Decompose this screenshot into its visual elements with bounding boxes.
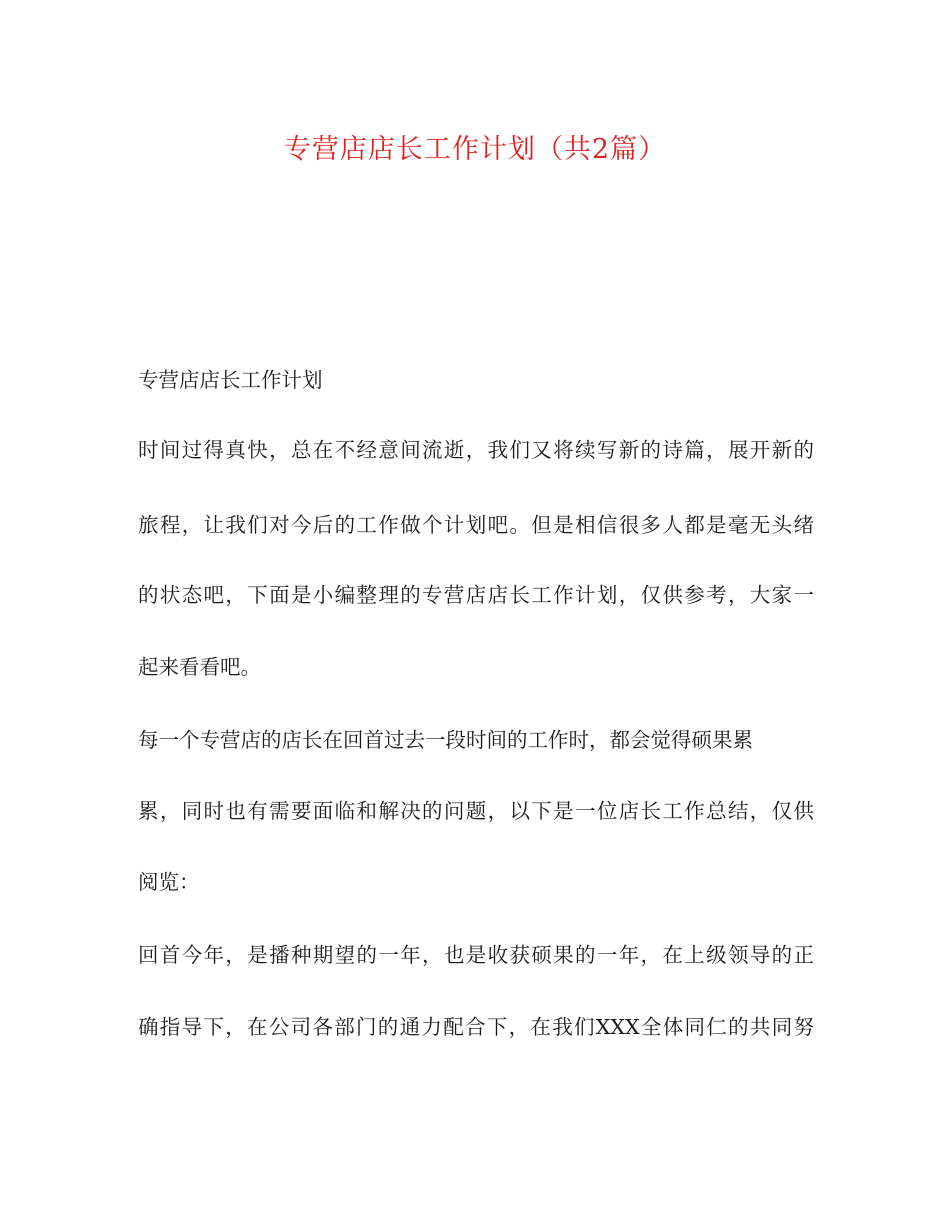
- paragraph-line: 时间过得真快，总在不经意间流逝，我们又将续写新的诗篇，展开新的: [138, 438, 814, 462]
- paragraph-line: 回首今年，是播种期望的一年，也是收获硕果的一年，在上级领导的正: [138, 943, 814, 967]
- paragraph-line: 阅览：: [138, 870, 200, 894]
- paragraph-line: 确指导下，在公司各部门的通力配合下，在我们XXX全体同仁的共同努: [138, 1015, 814, 1039]
- section-heading: 专营店店长工作计划: [138, 368, 323, 392]
- paragraph-line: 旅程，让我们对今后的工作做个计划吧。但是相信很多人都是毫无头绪: [138, 513, 814, 537]
- document-title: 专营店店长工作计划（共2篇）: [283, 134, 667, 165]
- paragraph-line: 的状态吧，下面是小编整理的专营店店长工作计划，仅供参考，大家一: [138, 583, 814, 607]
- paragraph-line: 累，同时也有需要面临和解决的问题，以下是一位店长工作总结，仅供: [138, 799, 814, 823]
- paragraph-line: 起来看看吧。: [138, 655, 261, 679]
- paragraph-line: 每一个专营店的店长在回首过去一段时间的工作时，都会觉得硕果累: [138, 728, 753, 752]
